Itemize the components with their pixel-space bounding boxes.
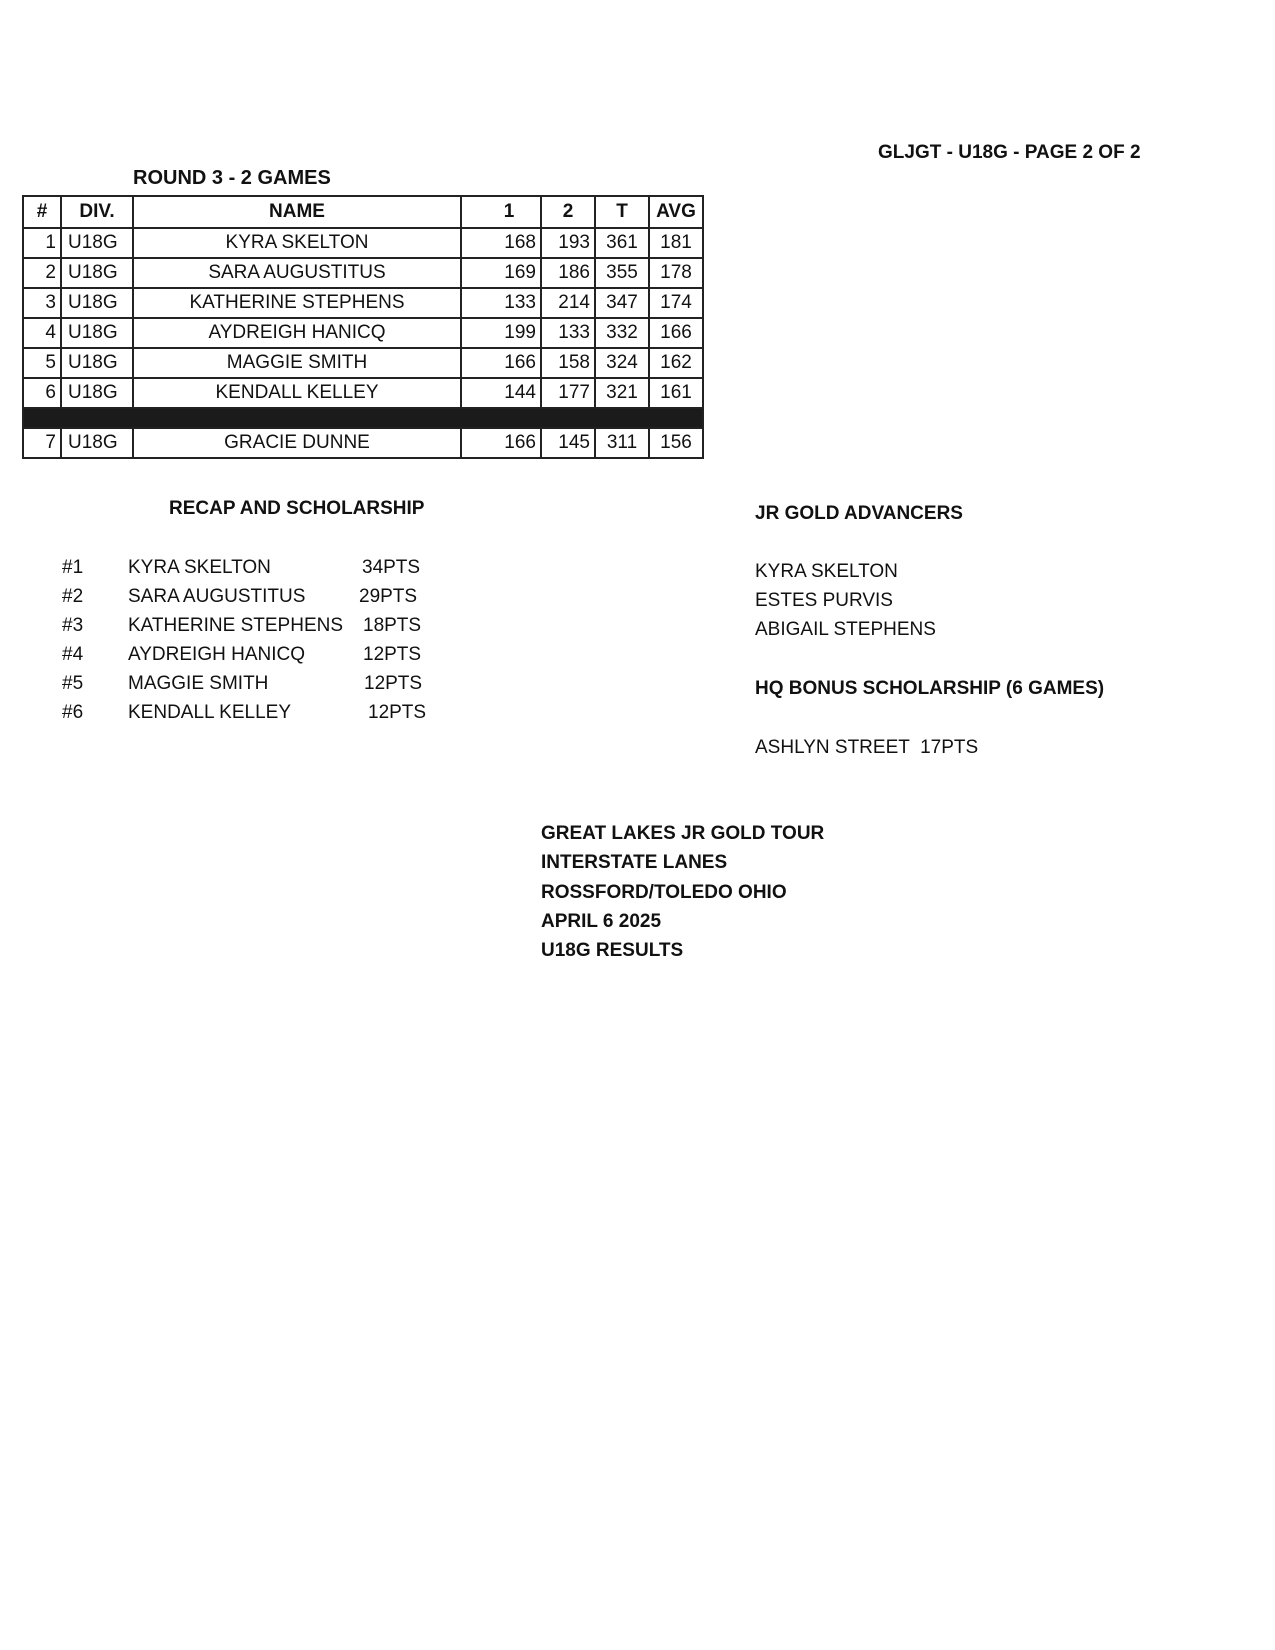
recap-rank: #4: [62, 644, 84, 665]
recap-points: 12PTS: [364, 673, 423, 694]
row-total: 321: [595, 378, 649, 408]
row-game-1: 199: [461, 318, 541, 348]
recap-points: 18PTS: [363, 615, 422, 636]
row-div: U18G: [61, 348, 133, 378]
recap-points: 34PTS: [362, 557, 421, 578]
hq-bonus-title: HQ BONUS SCHOLARSHIP (6 GAMES): [755, 678, 1105, 699]
row-game-1: 144: [461, 378, 541, 408]
row-div: U18G: [61, 378, 133, 408]
table-row: [23, 228, 703, 258]
row-div: U18G: [61, 228, 133, 258]
advancer-name: ESTES PURVIS: [755, 590, 893, 611]
row-rank: 5: [23, 348, 61, 378]
row-div: U18G: [61, 258, 133, 288]
footer-venue: INTERSTATE LANES: [541, 852, 728, 873]
row-rank: 2: [23, 258, 61, 288]
row-div: U18G: [61, 288, 133, 318]
recap-name: KENDALL KELLEY: [128, 702, 291, 723]
row-game-2: 145: [541, 428, 595, 458]
row-game-1: 168: [461, 228, 541, 258]
row-game-2: 158: [541, 348, 595, 378]
row-avg: 174: [649, 288, 703, 318]
row-rank: 1: [23, 228, 61, 258]
cutoff-separator: [23, 408, 703, 428]
advancer-name: KYRA SKELTON: [755, 561, 898, 582]
cutoff-bar: [23, 408, 703, 428]
header-game-1: 1: [461, 196, 541, 228]
header-total: T: [595, 196, 649, 228]
footer-date: APRIL 6 2025: [541, 911, 662, 932]
recap-rank: #2: [62, 586, 84, 607]
recap-name: KATHERINE STEPHENS: [128, 615, 344, 636]
row-avg: 162: [649, 348, 703, 378]
round-title: ROUND 3 - 2 GAMES: [133, 167, 331, 189]
row-total: 311: [595, 428, 649, 458]
row-total: 361: [595, 228, 649, 258]
results-table: [22, 195, 704, 459]
row-name: MAGGIE SMITH: [133, 348, 461, 378]
row-avg: 178: [649, 258, 703, 288]
row-avg: 156: [649, 428, 703, 458]
row-total: 324: [595, 348, 649, 378]
row-game-1: 169: [461, 258, 541, 288]
row-total: 332: [595, 318, 649, 348]
recap-name: MAGGIE SMITH: [128, 673, 269, 694]
footer-results-label: U18G RESULTS: [541, 940, 684, 961]
recap-title: RECAP AND SCHOLARSHIP: [169, 498, 425, 519]
recap-name: AYDREIGH HANICQ: [128, 644, 306, 665]
recap-name: SARA AUGUSTITUS: [128, 586, 306, 607]
row-game-1: 166: [461, 348, 541, 378]
row-div: U18G: [61, 318, 133, 348]
row-name: KYRA SKELTON: [133, 228, 461, 258]
header-rank: #: [23, 196, 61, 228]
recap-points: 12PTS: [363, 644, 422, 665]
recap-rank: #1: [62, 557, 84, 578]
footer-tour-name: GREAT LAKES JR GOLD TOUR: [541, 823, 825, 844]
row-game-2: 133: [541, 318, 595, 348]
table-row: [23, 258, 703, 288]
row-total: 355: [595, 258, 649, 288]
row-rank: 6: [23, 378, 61, 408]
row-game-2: 177: [541, 378, 595, 408]
row-rank: 4: [23, 318, 61, 348]
row-avg: 181: [649, 228, 703, 258]
row-game-1: 166: [461, 428, 541, 458]
header-name: NAME: [133, 196, 461, 228]
row-game-2: 214: [541, 288, 595, 318]
row-avg: 161: [649, 378, 703, 408]
table-row: [23, 318, 703, 348]
row-avg: 166: [649, 318, 703, 348]
row-rank: 7: [23, 428, 61, 458]
row-name: KENDALL KELLEY: [133, 378, 461, 408]
table-row: [23, 348, 703, 378]
table-row: [23, 288, 703, 318]
row-game-2: 186: [541, 258, 595, 288]
advancers-title: JR GOLD ADVANCERS: [755, 503, 963, 524]
row-name: AYDREIGH HANICQ: [133, 318, 461, 348]
recap-rank: #5: [62, 673, 84, 694]
header-game-2: 2: [541, 196, 595, 228]
recap-points: 12PTS: [368, 702, 427, 723]
recap-name: KYRA SKELTON: [128, 557, 271, 578]
row-name: SARA AUGUSTITUS: [133, 258, 461, 288]
row-total: 347: [595, 288, 649, 318]
table-row: [23, 378, 703, 408]
footer-location: ROSSFORD/TOLEDO OHIO: [541, 882, 787, 903]
row-name: GRACIE DUNNE: [133, 428, 461, 458]
recap-rank: #6: [62, 702, 84, 723]
recap-points: 29PTS: [359, 586, 418, 607]
header-avg: AVG: [649, 196, 703, 228]
row-game-2: 193: [541, 228, 595, 258]
header-div: DIV.: [61, 196, 133, 228]
hq-bonus-entry: ASHLYN STREET 17PTS: [755, 737, 979, 758]
row-name: KATHERINE STEPHENS: [133, 288, 461, 318]
row-game-1: 133: [461, 288, 541, 318]
table-header-row: [23, 196, 703, 228]
row-rank: 3: [23, 288, 61, 318]
recap-rank: #3: [62, 615, 84, 636]
advancer-name: ABIGAIL STEPHENS: [755, 619, 936, 640]
page-label: GLJGT - U18G - PAGE 2 OF 2: [878, 142, 1141, 163]
table-row: [23, 428, 703, 458]
row-div: U18G: [61, 428, 133, 458]
